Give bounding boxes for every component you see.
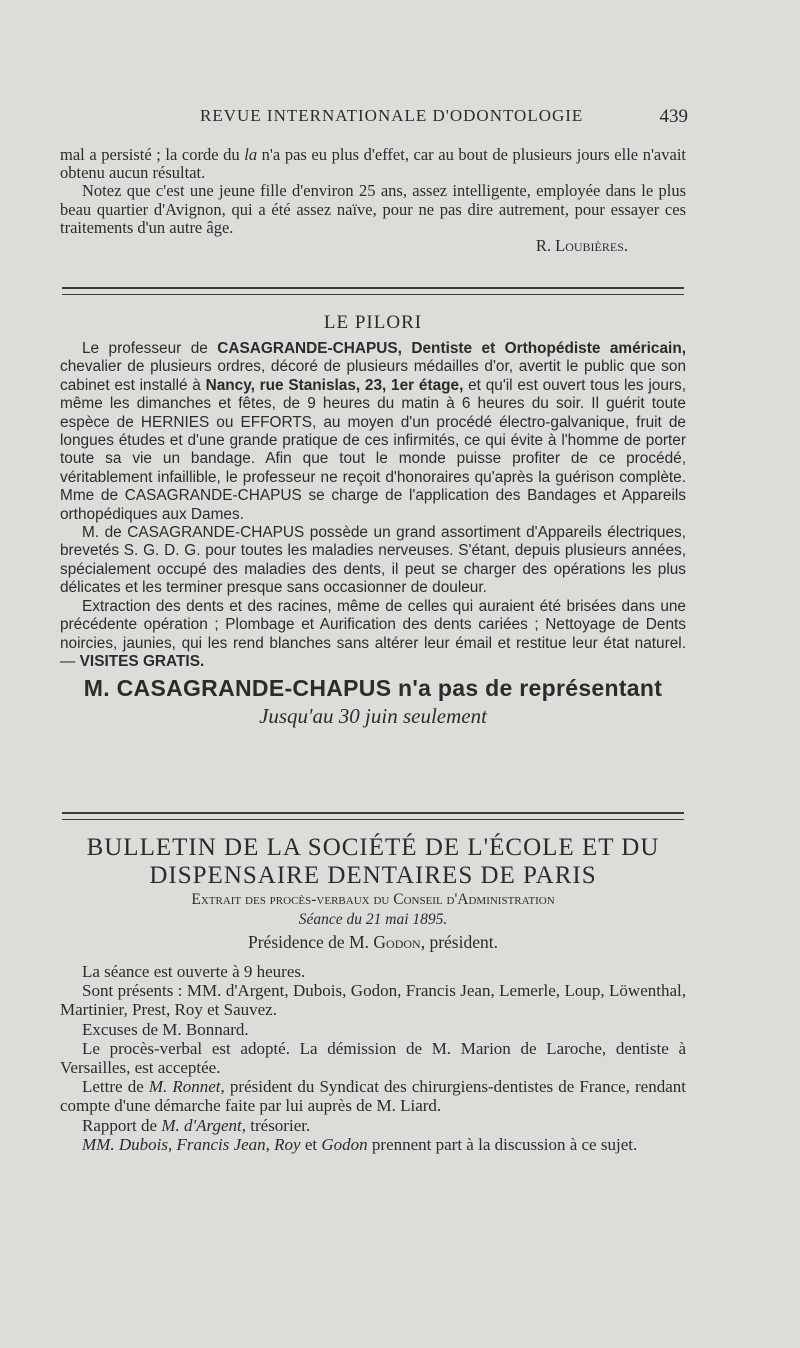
- page-number: 439: [659, 106, 688, 127]
- minutes-paragraph: MM. Dubois, Francis Jean, Roy et Godon prennent part à la discussion à ce sujet.: [82, 1134, 638, 1154]
- running-title: REVUE INTERNATIONALE D'ODONTOLOGIE: [200, 106, 584, 125]
- minutes-paragraph: Rapport de M. d'Argent, trésorier.: [82, 1115, 311, 1135]
- ad-paragraph: Le professeur de CASAGRANDE-CHAPUS, Dentiste et Orthopédiste américain, chevalier de plusieurs ordres, décoré de plusieurs médailles d'or, avertit le public que son cabinet est installé à Nancy, rue Stanislas, 23, 1er étage, et qu'il est ouvert tous les jours, même les dimanches et fêtes, de 9 heures du matin à 6 heures du soir. Il guérit toute espèce de HERNIES ou EFFORTS, au moyen d'un procédé électro-galvanique, fruit de longues études et d'une grande pratique de ces infirmités, ce qui évite à l'homme de porter toute sa vie un bandage. Afin que tout le monde puisse profiter de ce procédé, véritablement infaillible, le professeur ne reçoit d'honoraires qu'après la guérison complète. Mme de CASAGRANDE-CHAPUS se charge de l'application des Bandages et Appareils orthopédiques aux Dames.: [60, 340, 686, 523]
- section-title: LE PILORI: [323, 312, 423, 333]
- ad-paragraph: M. de CASAGRANDE-CHAPUS possède un grand assortiment d'Appareils électriques, brevetés S. G. D. G. pour toutes les maladies nerveuses. S'étant, depuis plusieurs années, spécialement occupé des maladies des dents, il peut se charger des opérations les plus délicates et les terminer presque sans occasionner de douleur.: [60, 524, 686, 597]
- minutes-paragraph: Excuses de M. Bonnard.: [82, 1019, 249, 1039]
- ad-subline: Jusqu'au 30 juin seulement: [259, 704, 487, 729]
- ad-paragraph: Extraction des dents et des racines, même de celles qui auraient été brisées dans une précédente opération ; Plombage et Aurification des dents cariées ; Nettoyage de Dents noircies, jaunies, qui les rend blanches sans altérer leur émail et restitue leur état naturel. — VISITES GRATIS.: [60, 597, 686, 670]
- paragraph: Notez que c'est une jeune fille d'environ 25 ans, assez intelligente, employée dans le plus beau quartier d'Avignon, qui a été assez naïve, pour ne pas dire autrement, pour essayer ces traitements d'un autre âge.: [60, 181, 686, 237]
- section-divider: [60, 812, 686, 820]
- minutes-paragraph: Sont présents : MM. d'Argent, Dubois, Godon, Francis Jean, Lemerle, Loup, Löwenthal, Martinier, Prest, Roy et Sauvez.: [60, 981, 686, 1020]
- minutes-paragraph: Le procès-verbal est adopté. La démission de M. Marion de Laroche, dentiste à Versailles, est acceptée.: [60, 1038, 686, 1078]
- page-header: [60, 106, 688, 132]
- bulletin-title: BULLETIN DE LA SOCIÉTÉ DE L'ÉCOLE ET DU DISPENSAIRE DENTAIRES DE PARIS: [86, 834, 660, 889]
- minutes-paragraph: La séance est ouverte à 9 heures.: [82, 962, 306, 981]
- bulletin-extract: Extrait des procès-verbaux du Conseil d'Administration: [191, 891, 555, 908]
- author-signature: R. Loubières.: [535, 236, 628, 256]
- pilori-section: [60, 302, 686, 729]
- ad-headline: M. CASAGRANDE-CHAPUS n'a pas de représentant: [83, 675, 663, 702]
- section-divider: [60, 287, 686, 295]
- paragraph: mal a persisté ; la corde du la n'a pas eu plus d'effet, car au bout de plusieurs jours elle n'avait obtenu aucun résultat.: [60, 145, 686, 183]
- presidence: Présidence de M. Godon, président.: [248, 932, 498, 952]
- minutes-paragraph: Lettre de M. Ronnet, président du Syndicat des chirurgiens-dentistes de France, rendant compte d'une démarche faite par lui auprès de M. Liard.: [60, 1077, 686, 1116]
- session-date: Séance du 21 mai 1895.: [298, 911, 448, 928]
- bulletin-section: [60, 824, 686, 1154]
- top-section: [60, 146, 686, 255]
